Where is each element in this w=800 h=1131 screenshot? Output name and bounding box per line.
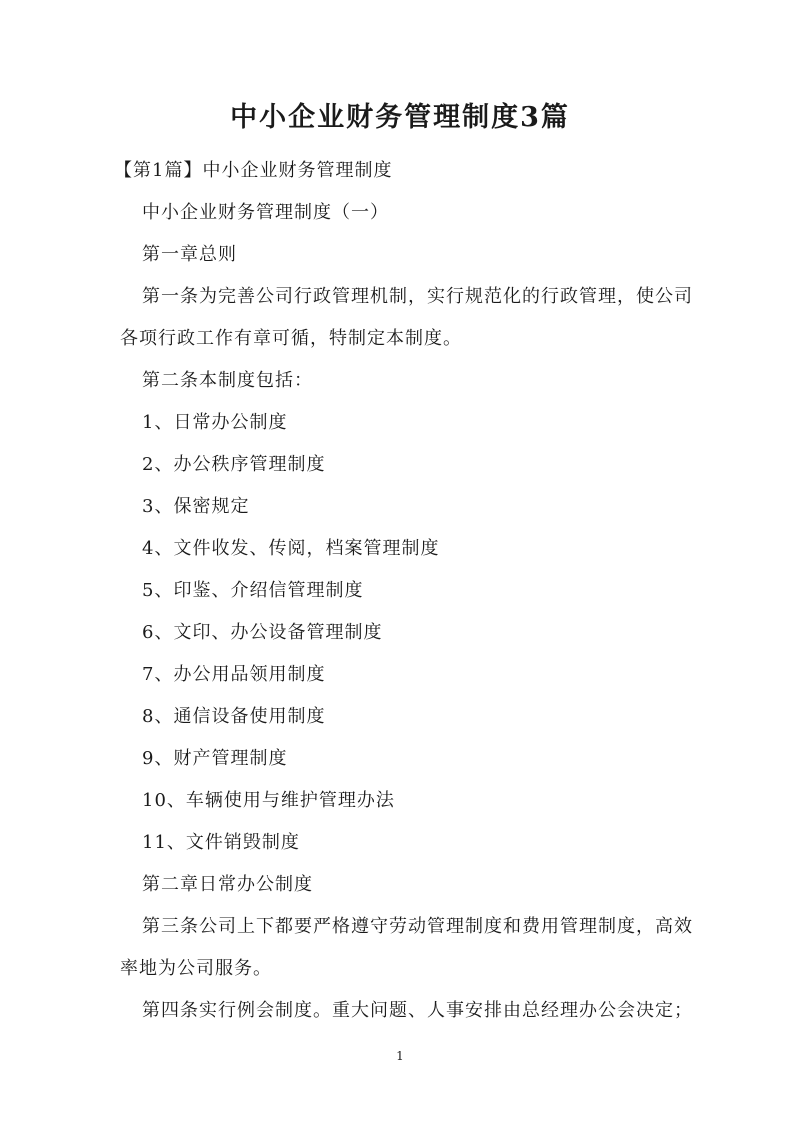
- paragraph-line: 第三条公司上下都要严格遵守劳动管理制度和费用管理制度，高效: [142, 916, 693, 937]
- document-title: 中小企业财务管理制度3篇: [230, 102, 570, 133]
- page-number: 1: [396, 1049, 404, 1063]
- list-item: 8、通信设备使用制度: [142, 706, 326, 727]
- section-subtitle: 中小企业财务管理制度（一）: [142, 202, 389, 223]
- list-item: 11、文件销毁制度: [142, 832, 300, 853]
- paragraph-line: 第二条本制度包括：: [142, 370, 313, 391]
- list-item: 10、车辆使用与维护管理办法: [142, 790, 395, 811]
- chapter-heading: 第二章日常办公制度: [142, 874, 313, 895]
- list-item: 6、文印、办公设备管理制度: [142, 622, 383, 643]
- paragraph-line: 各项行政工作有章可循，特制定本制度。: [120, 328, 462, 349]
- paragraph-line: 第一条为完善公司行政管理机制，实行规范化的行政管理，使公司: [142, 286, 693, 307]
- part-heading: 【第1篇】中小企业财务管理制度: [114, 160, 393, 181]
- chapter-heading: 第一章总则: [142, 244, 237, 265]
- paragraph-line: 率地为公司服务。: [120, 958, 272, 979]
- list-item: 7、办公用品领用制度: [142, 664, 326, 685]
- list-item: 5、印鉴、介绍信管理制度: [142, 580, 364, 601]
- list-item: 1、日常办公制度: [142, 412, 288, 433]
- paragraph-line: 第四条实行例会制度。重大问题、人事安排由总经理办公会决定；: [142, 1000, 693, 1021]
- list-item: 3、保密规定: [142, 496, 250, 517]
- list-item: 4、文件收发、传阅，档案管理制度: [142, 538, 440, 559]
- list-item: 2、办公秩序管理制度: [142, 454, 326, 475]
- list-item: 9、财产管理制度: [142, 748, 288, 769]
